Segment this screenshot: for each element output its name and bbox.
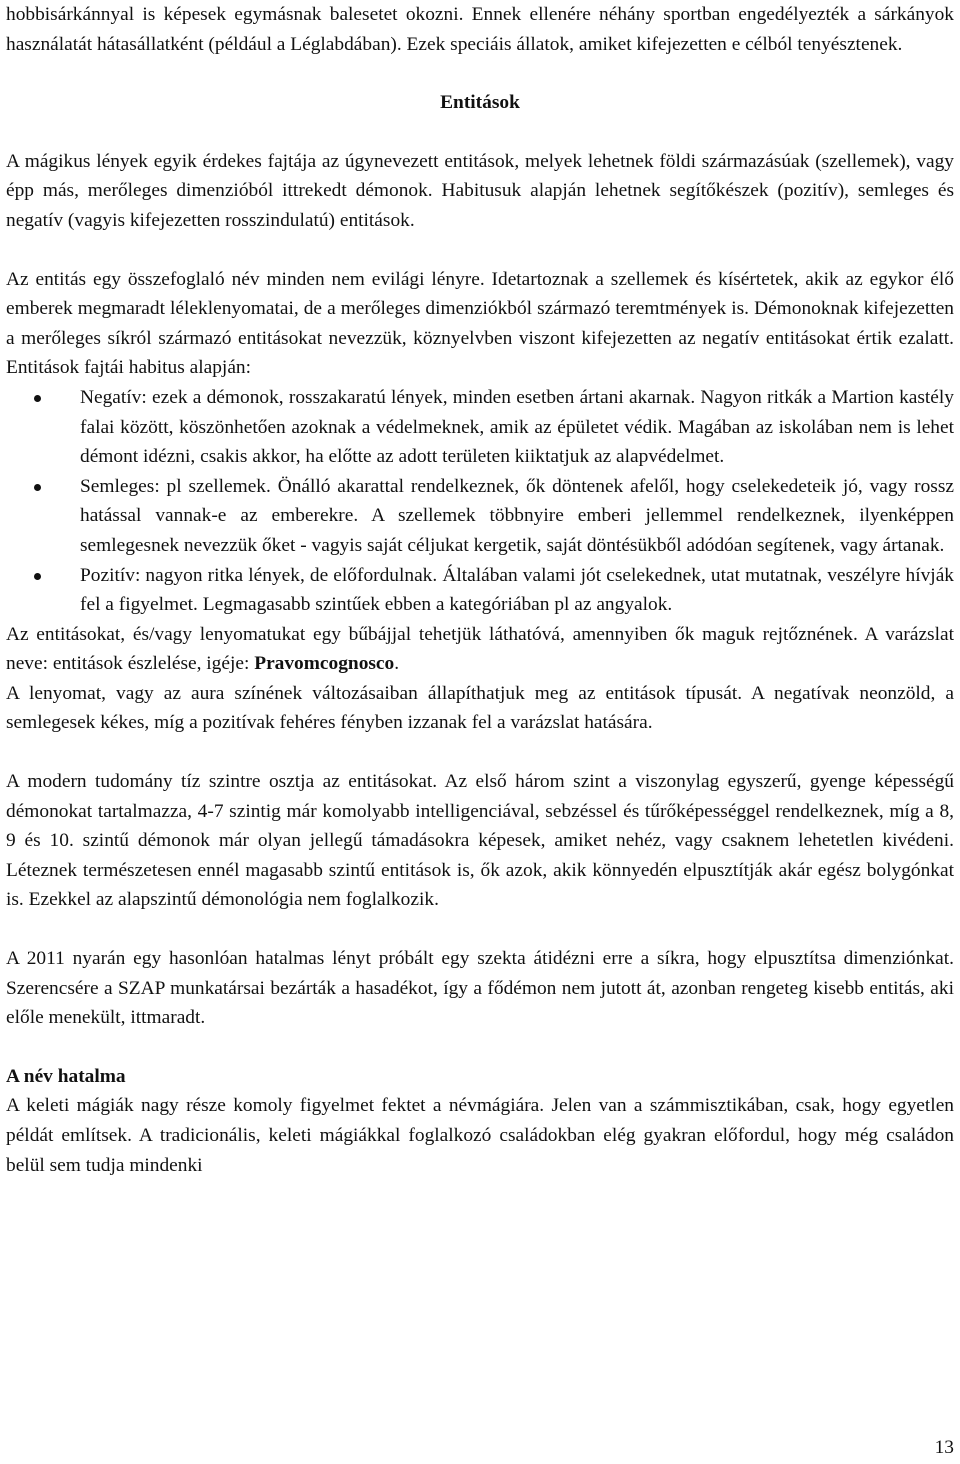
entity-types-list	[6, 383, 954, 620]
spell-description: Az entitásokat, és/vagy lenyomatukat egy bűbájjal tehetjük láthatóvá, amennyiben ők maguk rejtőznének. A varázslat neve: entitások észlelése, igéje:	[6, 623, 954, 675]
nev-hatalma-paragraph-1: A keleti mágiák nagy része komoly figyelmet fektet a névmágiára. Jelen van a számmisztikában, csak, hogy egyetlen példát említsek. A tradicionális, keleti mágiákkal foglalkozó családokban elég gyakran előfordul, hogy még családon belül sem tudja mindenki	[6, 1095, 954, 1176]
bullet-icon	[34, 395, 41, 402]
list-item-text: Semleges: pl szellemek. Önálló akarattal rendelkeznek, ők döntenek afelől, hogy cselekedeteik jó, vagy rossz hatással vannak-e az emberekre. A szellemek többnyire emberi jellemmel rendelkeznek, ilyenképpen semlegesnek nevezzük őket - vagyis saját céljukat kergetik, saját döntésükből adódóan segítenek, vagy ártanak.	[80, 475, 954, 556]
spacer	[6, 738, 954, 767]
entitasok-paragraph-1: A mágikus lények egyik érdekes fajtája az úgynevezett entitások, melyek lehetnek földi származásúak (szellemek), vagy épp más, merőleges dimenzióból ittrekedt démonok. Habitusuk alapján lehetnek segítőkészek (pozitív), semleges és negatív (vagyis kifejezetten rosszindulatú) entitások.	[6, 150, 954, 231]
sentence-end: .	[394, 653, 400, 675]
bullet-icon	[34, 484, 41, 491]
spacer	[6, 1033, 954, 1062]
section-heading-a-nev-hatalma: A név hatalma	[6, 1065, 126, 1087]
entitasok-paragraph-3	[6, 620, 954, 679]
spacer	[6, 236, 954, 265]
list-item	[6, 383, 954, 472]
list-item-text: Pozitív: nagyon ritka lények, de előfordulnak. Általában valami jót cselekednek, utat mutatnak, veszélyre hívják fel a figyelmet. Legmagasabb szintűek ebben a kategóriában pl az angyalok.	[80, 564, 954, 616]
document-page	[6, 0, 954, 1180]
intro-paragraph: hobbisárkánnyal is képesek egymásnak balesetet okozni. Ennek ellenére néhány sportban engedélyezték a sárkányok használatát hátasállatként (például a Léglabdában). Ezek speciáis állatok, amiket kifejezetten e célból tenyésztenek.	[6, 4, 954, 55]
entitasok-paragraph-2: Az entitás egy összefoglaló név minden nem evilági lényre. Idetartoznak a szellemek és kísértetek, akik az egykor élő emberek megmaradt léleklenyomatai, de a merőleges dimenziókból származó teremtmények is. Démonoknak kifejezetten a merőleges síkról származó entitásokat nevezzük, köznyelvben viszont kifejezetten az negatív entitásokat értik ezalatt. Entitások fajtái habitus alapján:	[6, 268, 954, 379]
bullet-icon	[34, 573, 41, 580]
list-item	[6, 561, 954, 620]
spell-incantation: Pravomcognosco	[254, 653, 395, 675]
spacer	[6, 118, 954, 147]
entitasok-paragraph-4: A lenyomat, vagy az aura színének változásaiban állapíthatjuk meg az entitások típusát. A negatívak neonzöld, a semlegesek kékes, míg a pozitívak fehéres fényben izzanak fel a varázslat hatására.	[6, 682, 954, 734]
spacer	[6, 915, 954, 944]
list-item-text: Negatív: ezek a démonok, rosszakaratú lények, minden esetben ártani akarnak. Nagyon ritkák a Martion kastély falai között, köszönhetően azoknak a védelmeknek, amik az épületet védik. Magában az iskolában nem is lehet démont idézni, csakis akkor, ha előtte az adott területen kiiktatjuk az alapvédelmet.	[80, 386, 954, 468]
section-heading-entitasok: Entitások	[440, 92, 520, 114]
spacer	[6, 59, 954, 88]
entitasok-paragraph-6: A 2011 nyarán egy hasonlóan hatalmas lényt próbált egy szekta átidézni erre a síkra, hogy elpusztítsa dimenziónkat. Szerencsére a SZAP munkatársai bezárták a hasadékot, így a fődémon nem jutott át, azonban rengeteg kisebb entitás, aki előle menekült, ittmaradt.	[6, 948, 954, 1029]
entitasok-paragraph-5: A modern tudomány tíz szintre osztja az entitásokat. Az első három szint a viszonylag egyszerű, gyenge képességű démonokat tartalmazza, 4-7 szintig már komolyabb intelligenciával, sebzéssel és tűrőképességgel rendelkeznek, míg a 8, 9 és 10. szintű démonok már olyan jellegű támadásokra képesek, amiket nehéz, vagy csaknem lehetetlen kivédeni. Léteznek természetesen ennél magasabb szintű entitások is, ők azok, akik könnyedén elpusztítják akár egész bolygónkat is. Ezekkel az alapszintű démonológia nem foglalkozik.	[6, 771, 954, 911]
page-number: 13	[934, 1437, 954, 1458]
list-item	[6, 472, 954, 561]
